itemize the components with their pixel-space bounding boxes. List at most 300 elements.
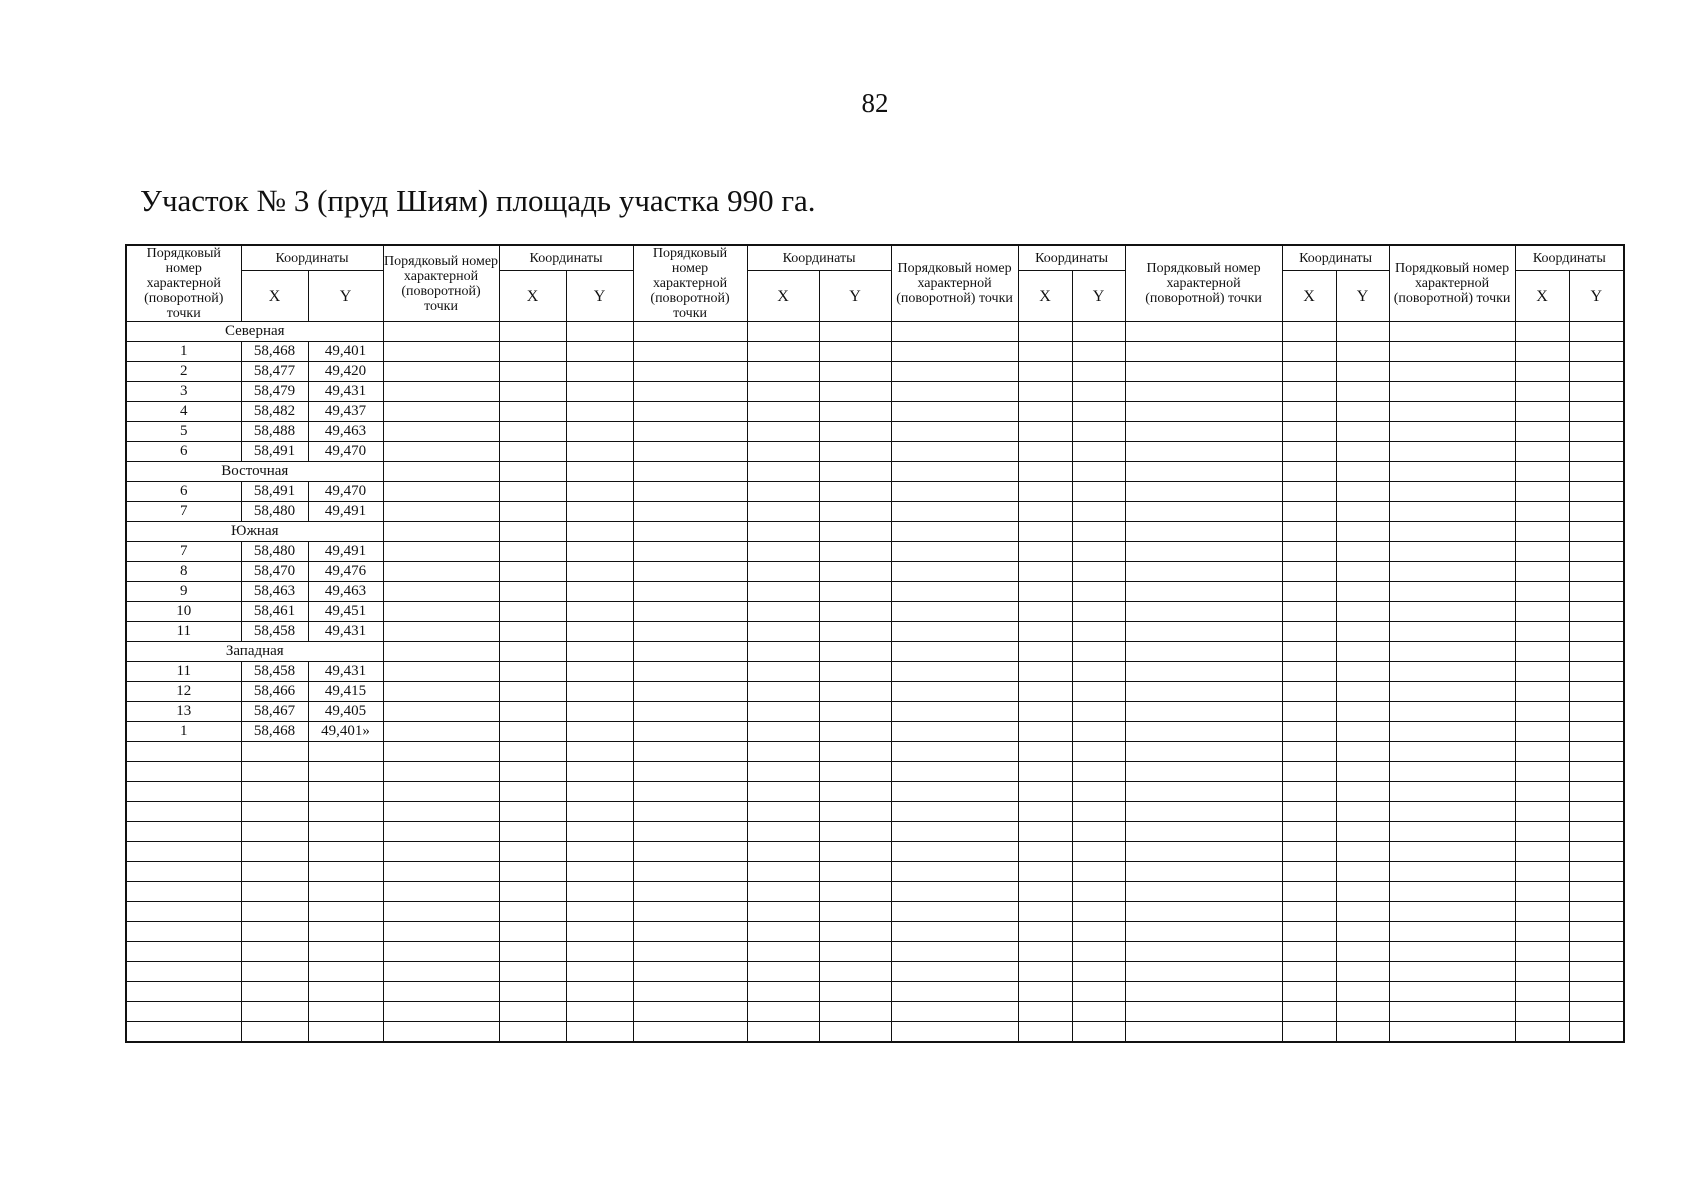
- empty-cell: [1072, 442, 1125, 462]
- empty-cell: [1125, 942, 1282, 962]
- empty-cell: [499, 482, 566, 502]
- empty-cell: [1018, 382, 1072, 402]
- empty-cell: [308, 902, 383, 922]
- empty-cell: [1125, 802, 1282, 822]
- empty-cell: [1125, 762, 1282, 782]
- table-row: [126, 582, 1624, 602]
- empty-cell: [1389, 942, 1515, 962]
- blank-row: [126, 982, 1624, 1002]
- empty-cell: [1018, 402, 1072, 422]
- point-number: 1: [126, 722, 241, 742]
- empty-cell: [1125, 842, 1282, 862]
- empty-cell: [1125, 542, 1282, 562]
- y-value: 49,415: [308, 682, 383, 702]
- section-row: [126, 462, 1624, 482]
- empty-cell: [1125, 922, 1282, 942]
- empty-cell: [819, 362, 891, 382]
- y-value: 49,401»: [308, 722, 383, 742]
- empty-cell: [747, 362, 819, 382]
- empty-cell: [1515, 402, 1569, 422]
- empty-cell: [383, 742, 499, 762]
- y-value: 49,401: [308, 342, 383, 362]
- empty-cell: [383, 582, 499, 602]
- empty-cell: [499, 882, 566, 902]
- coordinates-header: Координаты: [1282, 245, 1389, 271]
- empty-cell: [1018, 1022, 1072, 1043]
- empty-cell: [1569, 542, 1624, 562]
- empty-cell: [1515, 642, 1569, 662]
- empty-cell: [1072, 322, 1125, 342]
- empty-cell: [1282, 422, 1336, 442]
- empty-cell: [819, 482, 891, 502]
- empty-cell: [1125, 442, 1282, 462]
- blank-row: [126, 942, 1624, 962]
- empty-cell: [747, 802, 819, 822]
- empty-cell: [566, 942, 633, 962]
- empty-cell: [1125, 642, 1282, 662]
- empty-cell: [747, 662, 819, 682]
- empty-cell: [126, 762, 241, 782]
- empty-cell: [1072, 882, 1125, 902]
- empty-cell: [241, 802, 308, 822]
- empty-cell: [383, 542, 499, 562]
- empty-cell: [819, 982, 891, 1002]
- section-name: Северная: [126, 322, 383, 342]
- empty-cell: [499, 922, 566, 942]
- empty-cell: [1072, 542, 1125, 562]
- empty-cell: [499, 362, 566, 382]
- empty-cell: [1282, 342, 1336, 362]
- empty-cell: [891, 682, 1018, 702]
- empty-cell: [747, 622, 819, 642]
- empty-cell: [1072, 482, 1125, 502]
- empty-cell: [383, 882, 499, 902]
- empty-cell: [383, 402, 499, 422]
- empty-cell: [1336, 902, 1389, 922]
- empty-cell: [1389, 562, 1515, 582]
- empty-cell: [1125, 482, 1282, 502]
- empty-cell: [241, 1002, 308, 1022]
- empty-cell: [1018, 782, 1072, 802]
- empty-cell: [499, 742, 566, 762]
- empty-cell: [566, 362, 633, 382]
- empty-cell: [1282, 962, 1336, 982]
- x-header: X: [747, 271, 819, 322]
- empty-cell: [1282, 602, 1336, 622]
- empty-cell: [1072, 342, 1125, 362]
- empty-cell: [1336, 702, 1389, 722]
- empty-cell: [1389, 622, 1515, 642]
- table-row: [126, 562, 1624, 582]
- empty-cell: [1389, 682, 1515, 702]
- empty-cell: [891, 962, 1018, 982]
- empty-cell: [633, 702, 747, 722]
- empty-cell: [1515, 622, 1569, 642]
- empty-cell: [1569, 682, 1624, 702]
- empty-cell: [891, 942, 1018, 962]
- coordinates-header: Координаты: [499, 245, 633, 271]
- empty-cell: [499, 722, 566, 742]
- empty-cell: [1515, 442, 1569, 462]
- empty-cell: [1515, 382, 1569, 402]
- empty-cell: [241, 762, 308, 782]
- empty-cell: [499, 522, 566, 542]
- empty-cell: [241, 982, 308, 1002]
- table-row: [126, 602, 1624, 622]
- empty-cell: [1282, 702, 1336, 722]
- empty-cell: [1072, 682, 1125, 702]
- empty-cell: [819, 802, 891, 822]
- empty-cell: [819, 522, 891, 542]
- empty-cell: [1515, 722, 1569, 742]
- empty-cell: [126, 962, 241, 982]
- empty-cell: [308, 882, 383, 902]
- empty-cell: [1515, 962, 1569, 982]
- empty-cell: [1389, 602, 1515, 622]
- empty-cell: [1072, 502, 1125, 522]
- empty-cell: [241, 1022, 308, 1043]
- empty-cell: [891, 862, 1018, 882]
- empty-cell: [747, 382, 819, 402]
- empty-cell: [633, 922, 747, 942]
- empty-cell: [891, 442, 1018, 462]
- empty-cell: [1072, 662, 1125, 682]
- empty-cell: [819, 322, 891, 342]
- y-value: 49,451: [308, 602, 383, 622]
- empty-cell: [747, 962, 819, 982]
- empty-cell: [1389, 482, 1515, 502]
- x-value: 58,470: [241, 562, 308, 582]
- section-row: [126, 642, 1624, 662]
- empty-cell: [499, 602, 566, 622]
- point-number: 10: [126, 602, 241, 622]
- empty-cell: [1569, 822, 1624, 842]
- empty-cell: [1125, 682, 1282, 702]
- empty-cell: [1515, 882, 1569, 902]
- empty-cell: [1336, 582, 1389, 602]
- empty-cell: [308, 922, 383, 942]
- empty-cell: [747, 402, 819, 422]
- empty-cell: [499, 502, 566, 522]
- empty-cell: [499, 982, 566, 1002]
- empty-cell: [499, 942, 566, 962]
- empty-cell: [1569, 362, 1624, 382]
- empty-cell: [566, 622, 633, 642]
- empty-cell: [566, 662, 633, 682]
- y-header: Y: [819, 271, 891, 322]
- empty-cell: [633, 842, 747, 862]
- empty-cell: [499, 322, 566, 342]
- empty-cell: [1282, 722, 1336, 742]
- blank-row: [126, 742, 1624, 762]
- x-value: 58,482: [241, 402, 308, 422]
- empty-cell: [1336, 482, 1389, 502]
- empty-cell: [1018, 722, 1072, 742]
- empty-cell: [819, 642, 891, 662]
- empty-cell: [1072, 522, 1125, 542]
- empty-cell: [633, 762, 747, 782]
- empty-cell: [566, 962, 633, 982]
- empty-cell: [1515, 342, 1569, 362]
- empty-cell: [1336, 442, 1389, 462]
- empty-cell: [1336, 962, 1389, 982]
- empty-cell: [1282, 1002, 1336, 1022]
- empty-cell: [891, 542, 1018, 562]
- empty-cell: [1389, 982, 1515, 1002]
- empty-cell: [1072, 1002, 1125, 1022]
- blank-row: [126, 962, 1624, 982]
- empty-cell: [499, 802, 566, 822]
- empty-cell: [819, 462, 891, 482]
- blank-row: [126, 922, 1624, 942]
- section-name: Западная: [126, 642, 383, 662]
- empty-cell: [499, 462, 566, 482]
- empty-cell: [819, 922, 891, 942]
- empty-cell: [1515, 422, 1569, 442]
- empty-cell: [891, 562, 1018, 582]
- empty-cell: [1515, 842, 1569, 862]
- point-number: 11: [126, 662, 241, 682]
- empty-cell: [383, 1022, 499, 1043]
- y-value: 49,470: [308, 482, 383, 502]
- empty-cell: [1336, 362, 1389, 382]
- empty-cell: [891, 462, 1018, 482]
- empty-cell: [1515, 742, 1569, 762]
- y-header: Y: [1336, 271, 1389, 322]
- empty-cell: [566, 702, 633, 722]
- empty-cell: [1125, 722, 1282, 742]
- empty-cell: [1515, 482, 1569, 502]
- empty-cell: [499, 682, 566, 702]
- empty-cell: [1125, 582, 1282, 602]
- empty-cell: [1515, 502, 1569, 522]
- empty-cell: [308, 1022, 383, 1043]
- empty-cell: [891, 702, 1018, 722]
- empty-cell: [1336, 802, 1389, 822]
- empty-cell: [1569, 422, 1624, 442]
- empty-cell: [499, 382, 566, 402]
- empty-cell: [1389, 922, 1515, 942]
- point-number: 6: [126, 482, 241, 502]
- empty-cell: [747, 1022, 819, 1043]
- empty-cell: [1515, 802, 1569, 822]
- empty-cell: [499, 582, 566, 602]
- empty-cell: [566, 882, 633, 902]
- blank-row: [126, 762, 1624, 782]
- point-number: 11: [126, 622, 241, 642]
- empty-cell: [566, 742, 633, 762]
- empty-cell: [1569, 722, 1624, 742]
- empty-cell: [566, 782, 633, 802]
- empty-cell: [633, 862, 747, 882]
- empty-cell: [499, 662, 566, 682]
- empty-cell: [241, 922, 308, 942]
- empty-cell: [1336, 982, 1389, 1002]
- empty-cell: [633, 442, 747, 462]
- empty-cell: [1018, 602, 1072, 622]
- empty-cell: [126, 842, 241, 862]
- empty-cell: [499, 542, 566, 562]
- empty-cell: [1389, 442, 1515, 462]
- x-value: 58,480: [241, 542, 308, 562]
- empty-cell: [1072, 602, 1125, 622]
- empty-cell: [383, 782, 499, 802]
- blank-row: [126, 822, 1624, 842]
- empty-cell: [1336, 762, 1389, 782]
- empty-cell: [383, 962, 499, 982]
- empty-cell: [633, 642, 747, 662]
- empty-cell: [383, 942, 499, 962]
- x-value: 58,463: [241, 582, 308, 602]
- blank-row: [126, 902, 1624, 922]
- empty-cell: [747, 822, 819, 842]
- blank-row: [126, 802, 1624, 822]
- empty-cell: [566, 682, 633, 702]
- empty-cell: [633, 522, 747, 542]
- empty-cell: [241, 882, 308, 902]
- empty-cell: [747, 542, 819, 562]
- x-value: 58,461: [241, 602, 308, 622]
- empty-cell: [1072, 702, 1125, 722]
- empty-cell: [819, 1002, 891, 1022]
- point-number: 7: [126, 502, 241, 522]
- empty-cell: [1282, 322, 1336, 342]
- empty-cell: [1515, 762, 1569, 782]
- empty-cell: [1569, 1002, 1624, 1022]
- empty-cell: [1569, 962, 1624, 982]
- empty-cell: [566, 482, 633, 502]
- empty-cell: [819, 422, 891, 442]
- empty-cell: [566, 422, 633, 442]
- empty-cell: [1515, 822, 1569, 842]
- point-number: 2: [126, 362, 241, 382]
- empty-cell: [891, 482, 1018, 502]
- empty-cell: [241, 942, 308, 962]
- empty-cell: [383, 342, 499, 362]
- point-number: 4: [126, 402, 241, 422]
- point-number: 13: [126, 702, 241, 722]
- empty-cell: [1336, 662, 1389, 682]
- empty-cell: [126, 1002, 241, 1022]
- empty-cell: [1282, 362, 1336, 382]
- empty-cell: [819, 702, 891, 722]
- empty-cell: [1072, 1022, 1125, 1043]
- empty-cell: [1336, 342, 1389, 362]
- empty-cell: [1569, 802, 1624, 822]
- empty-cell: [383, 482, 499, 502]
- empty-cell: [1515, 682, 1569, 702]
- table-row: [126, 342, 1624, 362]
- empty-cell: [1336, 942, 1389, 962]
- point-number: 7: [126, 542, 241, 562]
- empty-cell: [126, 742, 241, 762]
- empty-cell: [1018, 462, 1072, 482]
- y-header: Y: [308, 271, 383, 322]
- empty-cell: [308, 742, 383, 762]
- empty-cell: [1336, 422, 1389, 442]
- empty-cell: [891, 722, 1018, 742]
- coordinates-header: Координаты: [1018, 245, 1125, 271]
- table-row: [126, 622, 1624, 642]
- empty-cell: [891, 842, 1018, 862]
- empty-cell: [126, 982, 241, 1002]
- empty-cell: [891, 742, 1018, 762]
- empty-cell: [499, 822, 566, 842]
- empty-cell: [633, 1002, 747, 1022]
- coordinates-header: Координаты: [1515, 245, 1624, 271]
- empty-cell: [383, 362, 499, 382]
- empty-cell: [747, 1002, 819, 1022]
- point-number: 1: [126, 342, 241, 362]
- table-row: [126, 422, 1624, 442]
- empty-cell: [1515, 542, 1569, 562]
- empty-cell: [499, 862, 566, 882]
- empty-cell: [241, 782, 308, 802]
- empty-cell: [1072, 642, 1125, 662]
- empty-cell: [1569, 582, 1624, 602]
- empty-cell: [566, 802, 633, 822]
- empty-cell: [1569, 762, 1624, 782]
- y-value: 49,470: [308, 442, 383, 462]
- table-row: [126, 542, 1624, 562]
- empty-cell: [633, 622, 747, 642]
- empty-cell: [633, 402, 747, 422]
- y-value: 49,491: [308, 502, 383, 522]
- empty-cell: [747, 342, 819, 362]
- empty-cell: [308, 822, 383, 842]
- table-body: [126, 322, 1624, 1043]
- point-number: 9: [126, 582, 241, 602]
- page-number: 82: [861, 88, 889, 118]
- empty-cell: [1515, 462, 1569, 482]
- empty-cell: [499, 442, 566, 462]
- point-number-header: Порядковый номер характерной (поворотной) точки: [383, 245, 499, 322]
- empty-cell: [633, 382, 747, 402]
- empty-cell: [1515, 562, 1569, 582]
- empty-cell: [819, 882, 891, 902]
- empty-cell: [1515, 942, 1569, 962]
- empty-cell: [819, 602, 891, 622]
- empty-cell: [1336, 822, 1389, 842]
- empty-cell: [1018, 942, 1072, 962]
- empty-cell: [1018, 422, 1072, 442]
- empty-cell: [1125, 902, 1282, 922]
- empty-cell: [1018, 1002, 1072, 1022]
- empty-cell: [1389, 882, 1515, 902]
- empty-cell: [1515, 582, 1569, 602]
- empty-cell: [1515, 362, 1569, 382]
- empty-cell: [1018, 542, 1072, 562]
- empty-cell: [1389, 542, 1515, 562]
- empty-cell: [499, 762, 566, 782]
- x-value: 58,491: [241, 482, 308, 502]
- empty-cell: [1018, 682, 1072, 702]
- blank-row: [126, 1022, 1624, 1043]
- empty-cell: [1569, 782, 1624, 802]
- empty-cell: [1515, 602, 1569, 622]
- empty-cell: [747, 582, 819, 602]
- empty-cell: [891, 402, 1018, 422]
- y-header: Y: [1072, 271, 1125, 322]
- empty-cell: [1336, 1002, 1389, 1022]
- blank-row: [126, 882, 1624, 902]
- empty-cell: [241, 962, 308, 982]
- empty-cell: [1125, 742, 1282, 762]
- empty-cell: [1072, 942, 1125, 962]
- empty-cell: [1515, 782, 1569, 802]
- empty-cell: [633, 822, 747, 842]
- table-row: [126, 482, 1624, 502]
